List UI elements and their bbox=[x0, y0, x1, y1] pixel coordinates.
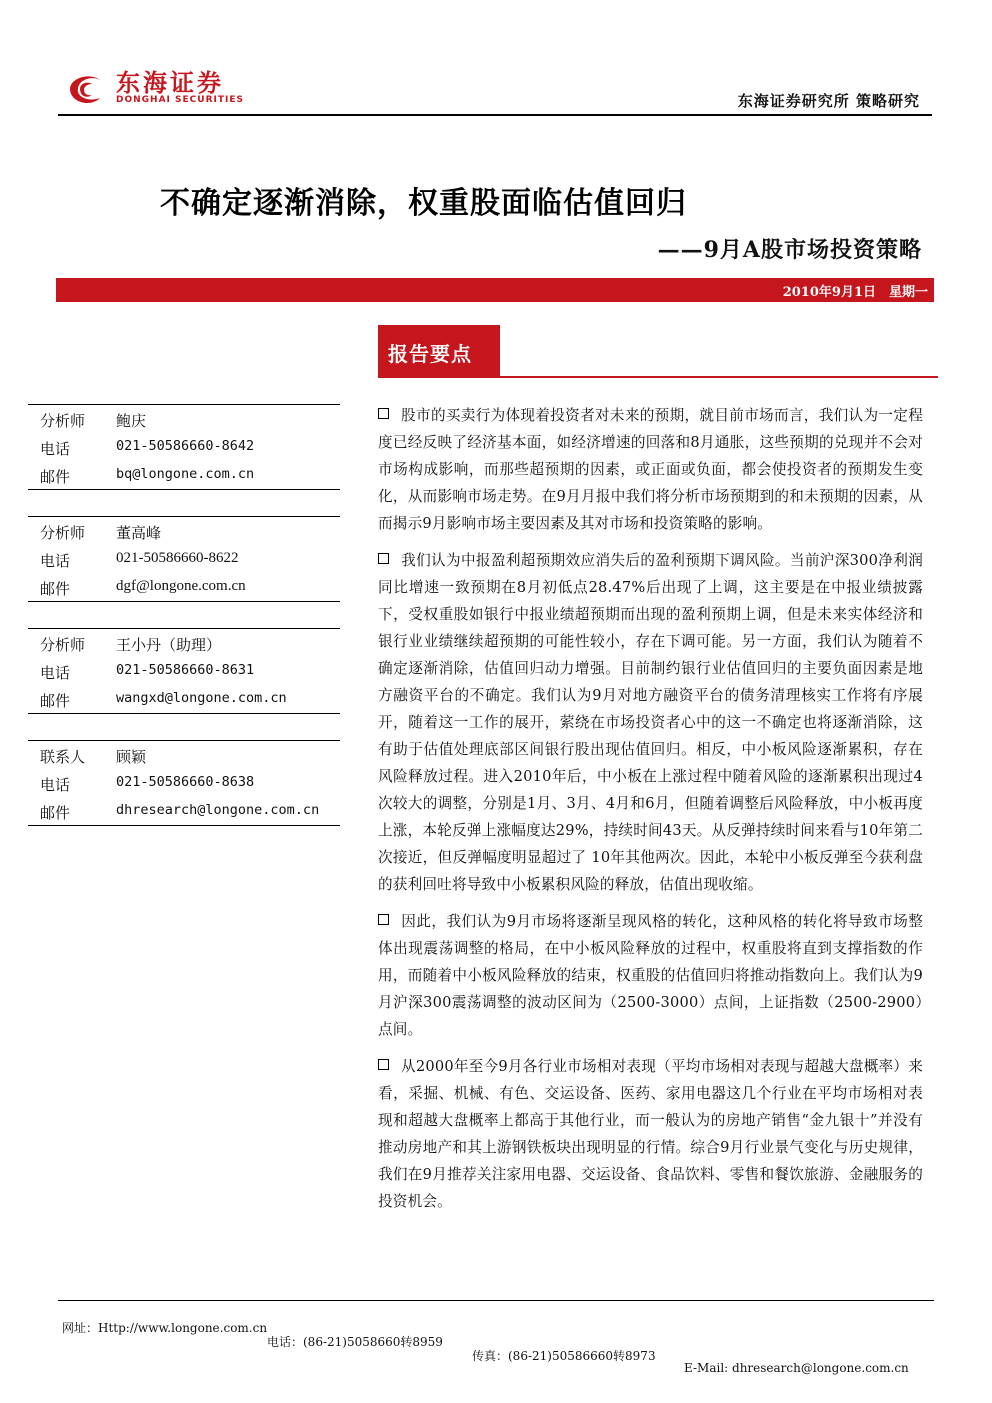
analyst-name: 鲍庆 bbox=[116, 412, 147, 430]
section-heading: 报告要点 bbox=[388, 342, 472, 366]
checkbox-bullet-icon bbox=[378, 408, 389, 419]
contact-phone: 021-50586660-8638 bbox=[116, 774, 255, 790]
analyst-block bbox=[28, 516, 340, 602]
date-bar bbox=[56, 278, 934, 302]
analyst-phone: 021-50586660-8631 bbox=[116, 662, 255, 678]
footer-divider bbox=[58, 1300, 934, 1301]
section-heading-tab bbox=[378, 325, 500, 377]
donghai-logo-icon bbox=[66, 72, 104, 106]
email-label: 邮件 bbox=[40, 804, 71, 822]
contact-block bbox=[28, 740, 340, 826]
footer-email[interactable]: E-Mail: dhresearch@longone.com.cn bbox=[684, 1361, 909, 1375]
header-department: 东海证券研究所 策略研究 bbox=[737, 92, 920, 110]
summary-paragraph bbox=[378, 547, 923, 898]
analyst-block bbox=[28, 628, 340, 714]
analyst-block bbox=[28, 404, 340, 490]
phone-label: 电话 bbox=[40, 776, 71, 794]
email-label: 邮件 bbox=[40, 692, 71, 710]
section-divider bbox=[378, 376, 938, 378]
checkbox-bullet-icon bbox=[378, 1059, 389, 1070]
paragraph-text: 从2000年至今9月各行业市场相对表现（平均市场相对表现与超越大盘概率）来看，采掘、机械、有色、交运设备、医药、家用电器这几个行业在平均市场相对表现和超越大盘概率上都高于其他行业，而一般认为的房地产销售“金九银十”并没有推动房地产和其上游钢铁板块出现明显的行情。综合9月行业景气变化与历史规律，我们在9月推荐关注家用电器、交运设备、食品饮料、零售和餐饮旅游、金融服务的投资机会。 bbox=[378, 1058, 923, 1210]
logo-text-cn: 东海证券 bbox=[116, 69, 224, 97]
paragraph-text: 股市的买卖行为体现着投资者对未来的预期，就目前市场而言，我们认为一定程度已经反映了经济基本面，如经济增速的回落和8月通胀，这些预期的兑现并不会对市场构成影响，而那些超预期的因素，或正面或负面，都会使投资者的预期发生变化，从而影响市场走势。在9月月报中我们将分析市场预期到的和未预期的因素，从而揭示9月影响市场主要因素及其对市场和投资策略的影响。 bbox=[378, 407, 923, 532]
email-label: 邮件 bbox=[40, 468, 71, 486]
header-divider bbox=[58, 114, 932, 116]
footer-fax: 传真：(86-21)50586660转8973 bbox=[472, 1349, 656, 1363]
paragraph-text: 我们认为中报盈利超预期效应消失后的盈利预期下调风险。当前沪深300净利润同比增速一致预期在8月初低点28.47%后出现了上调，这主要是在中报业绩披露下，受权重股如银行中报业绩超预期而出现的盈利预期上调，但是未来实体经济和银行业业绩继续超预期的可能性较小，存在下调可能。另一方面，我们认为随着不确定逐渐消除，估值回归动力增强。目前制约银行业估值回归的主要负面因素是地方融资平台的不确定。我们认为9月对地方融资平台的债务清理核实工作将有序展开，随着这一工作的展开，萦绕在市场投资者心中的这一不确定也将逐渐消除，这有助于估值处理底部区间银行股出现估值回归。相反，中小板风险逐渐累积，存在风险释放过程。进入2010年后，中小板在上涨过程中随着风险的逐渐累积出现过4次较大的调整，分别是1月、3月、4月和6月，但随着调整后风险释放，中小板再度上涨，本轮反弹上涨幅度达29%，持续时间43天。从反弹持续时间来看与10年第二次接近，但反弹幅度明显超过了 10年其他两次。因此，本轮中小板反弹至今获利盘的获利回吐将导致中小板累积风险的释放，估值出现收缩。 bbox=[378, 552, 923, 893]
checkbox-bullet-icon bbox=[378, 914, 389, 925]
role-label: 联系人 bbox=[40, 748, 86, 766]
summary-paragraph bbox=[378, 402, 923, 537]
analyst-phone: 021-50586660-8622 bbox=[116, 550, 239, 566]
summary-paragraph bbox=[378, 908, 923, 1043]
role-label: 分析师 bbox=[40, 636, 86, 654]
phone-label: 电话 bbox=[40, 552, 71, 570]
contact-email[interactable]: dhresearch@longone.com.cn bbox=[116, 802, 320, 818]
role-label: 分析师 bbox=[40, 412, 86, 430]
footer bbox=[62, 1305, 932, 1375]
analyst-name: 王小丹（助理） bbox=[116, 636, 222, 654]
analyst-email[interactable]: dgf@longone.com.cn bbox=[116, 578, 246, 594]
footer-website[interactable]: 网址：Http://www.longone.com.cn bbox=[62, 1321, 268, 1335]
analyst-email[interactable]: wangxd@longone.com.cn bbox=[116, 690, 287, 706]
phone-label: 电话 bbox=[40, 664, 71, 682]
analyst-email[interactable]: bq@longone.com.cn bbox=[116, 466, 255, 482]
role-label: 分析师 bbox=[40, 524, 86, 542]
report-date: 2010年9月1日 bbox=[782, 285, 876, 300]
analyst-phone: 021-50586660-8642 bbox=[116, 438, 255, 454]
email-label: 邮件 bbox=[40, 580, 71, 598]
paragraph-text: 因此，我们认为9月市场将逐渐呈现风格的转化，这种风格的转化将导致市场整体出现震荡调整的格局，在中小板风险释放的过程中，权重股将直到支撑指数的作用，而随着中小板风险释放的结束，权重股的估值回归将推动指数向上。我们认为9月沪深300震荡调整的波动区间为（2500-3000）点间，上证指数（2500-2900）点间。 bbox=[378, 913, 923, 1038]
checkbox-bullet-icon bbox=[378, 553, 389, 564]
report-summary bbox=[378, 402, 923, 1225]
phone-label: 电话 bbox=[40, 440, 71, 458]
contact-name: 顾颖 bbox=[116, 748, 147, 766]
analyst-name: 董高峰 bbox=[116, 524, 162, 542]
logo-text-en: DONGHAI SECURITIES bbox=[116, 95, 244, 105]
company-logo bbox=[66, 70, 266, 110]
report-title: 不确定逐渐消除，权重股面临估值回归 bbox=[160, 186, 687, 221]
footer-phone: 电话：(86-21)5058660转8959 bbox=[267, 1335, 443, 1349]
report-weekday: 星期一 bbox=[888, 285, 928, 300]
summary-paragraph bbox=[378, 1053, 923, 1215]
report-subtitle: ——9月A股市场投资策略 bbox=[657, 237, 922, 263]
